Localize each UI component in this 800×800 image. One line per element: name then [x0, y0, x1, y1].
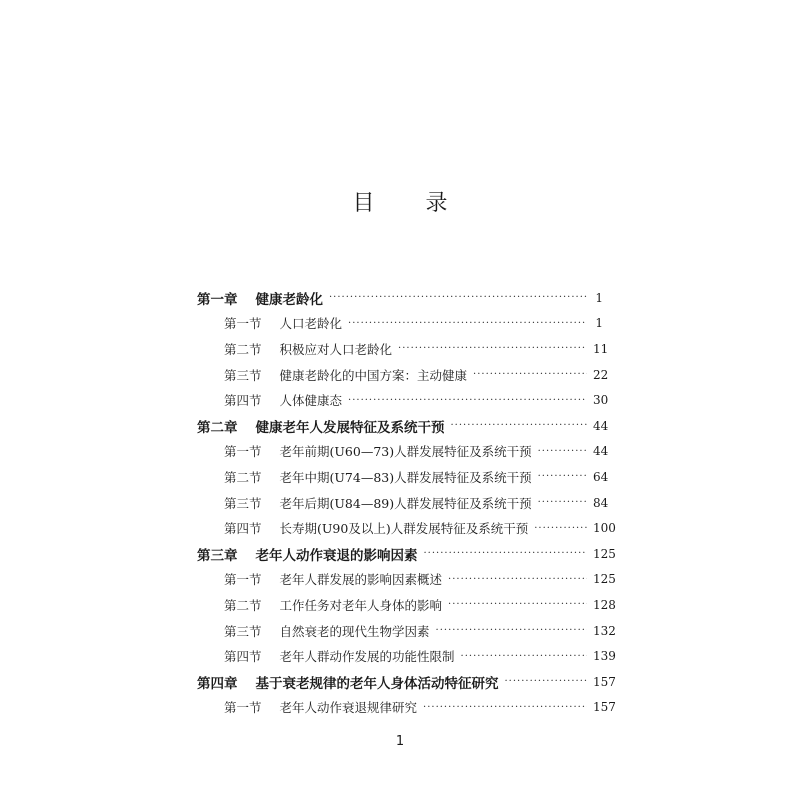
- section-number: 第二节: [224, 341, 262, 357]
- toc-section-entry[interactable]: [197, 362, 609, 388]
- toc-section-entry[interactable]: [197, 567, 616, 593]
- toc-chapter-entry[interactable]: [197, 413, 609, 439]
- dot-leader: [538, 446, 587, 457]
- chapter-title: 基于衰老规律的老年人身体活动特征研究: [255, 675, 499, 692]
- page-number: 22: [593, 367, 609, 382]
- page-number: 157: [593, 674, 616, 689]
- chapter-number: 第一章: [197, 291, 238, 308]
- dot-leader: [538, 471, 587, 482]
- chapter-title: 健康老年人发展特征及系统干预: [255, 419, 445, 436]
- toc-chapter-entry[interactable]: [197, 285, 603, 311]
- section-title: 老年前期(U60—73)人群发展特征及系统干预: [279, 444, 532, 460]
- toc-section-entry[interactable]: [197, 336, 609, 362]
- dot-leader: [348, 318, 587, 329]
- page-number: 84: [593, 495, 609, 510]
- section-number: 第一节: [224, 444, 262, 460]
- dot-leader: [424, 548, 588, 559]
- table-of-contents: [197, 285, 616, 720]
- section-number: 第四节: [224, 521, 262, 537]
- toc-section-entry[interactable]: [197, 515, 616, 541]
- page-number: 1: [595, 316, 603, 331]
- dot-leader: [538, 497, 587, 508]
- section-title: 人口老龄化: [279, 316, 343, 332]
- toc-section-entry[interactable]: [197, 695, 616, 721]
- section-number: 第三节: [224, 495, 262, 511]
- toc-section-entry[interactable]: [197, 643, 616, 669]
- chapter-title: 老年人动作衰退的影响因素: [255, 547, 418, 564]
- section-title: 积极应对人口老龄化: [279, 341, 393, 357]
- toc-section-entry[interactable]: [197, 618, 616, 644]
- page-number: 157: [593, 700, 616, 715]
- dot-leader: [448, 574, 587, 585]
- page-number: 11: [593, 341, 609, 356]
- chapter-number: 第三章: [197, 547, 238, 564]
- section-title: 老年人群动作发展的功能性限制: [279, 649, 455, 665]
- section-number: 第一节: [224, 572, 262, 588]
- page-number: 128: [593, 597, 616, 612]
- section-title: 长寿期(U90及以上)人群发展特征及系统干预: [279, 521, 529, 537]
- section-title: 健康老龄化的中国方案：主动健康: [279, 367, 468, 383]
- section-title: 人体健康态: [279, 393, 343, 409]
- section-title: 老年后期(U84—89)人群发展特征及系统干预: [279, 495, 532, 511]
- page-number: 64: [593, 469, 609, 484]
- dot-leader: [398, 343, 587, 354]
- dot-leader: [534, 523, 587, 534]
- page-number: 125: [593, 572, 616, 587]
- toc-section-entry[interactable]: [197, 464, 609, 490]
- section-number: 第一节: [224, 316, 262, 332]
- chapter-number: 第二章: [197, 419, 238, 436]
- section-number: 第一节: [224, 700, 262, 716]
- page-number: 30: [593, 393, 609, 408]
- dot-leader: [505, 676, 588, 687]
- dot-leader: [473, 369, 587, 380]
- section-title: 老年中期(U74—83)人群发展特征及系统干预: [279, 469, 532, 485]
- dot-leader: [348, 395, 587, 406]
- page-number: 100: [593, 521, 616, 536]
- page-footer-number: 1: [395, 734, 405, 749]
- toc-section-entry[interactable]: [197, 387, 609, 413]
- toc-section-entry[interactable]: [197, 311, 603, 337]
- page-number: 44: [593, 418, 609, 433]
- toc-chapter-entry[interactable]: [197, 541, 616, 567]
- toc-section-entry[interactable]: [197, 592, 616, 618]
- section-number: 第四节: [224, 649, 262, 665]
- page-number: 139: [593, 649, 616, 664]
- dot-leader: [436, 625, 587, 636]
- toc-chapter-entry[interactable]: [197, 669, 616, 695]
- page-number: 1: [595, 290, 603, 305]
- section-number: 第二节: [224, 469, 262, 485]
- dot-leader: [448, 599, 587, 610]
- section-number: 第三节: [224, 623, 262, 639]
- toc-title: 目 录: [352, 191, 470, 216]
- section-number: 第三节: [224, 367, 262, 383]
- chapter-title: 健康老龄化: [255, 291, 323, 308]
- section-number: 第四节: [224, 393, 262, 409]
- dot-leader: [461, 651, 587, 662]
- dot-leader: [451, 420, 588, 431]
- section-title: 老年人动作衰退规律研究: [279, 700, 418, 716]
- section-title: 老年人群发展的影响因素概述: [279, 572, 443, 588]
- page-number: 132: [593, 623, 616, 638]
- page-number: 125: [593, 546, 616, 561]
- dot-leader: [423, 702, 587, 713]
- toc-section-entry[interactable]: [197, 490, 609, 516]
- chapter-number: 第四章: [197, 675, 238, 692]
- section-number: 第二节: [224, 597, 262, 613]
- section-title: 自然衰老的现代生物学因素: [279, 623, 430, 639]
- page-number: 44: [593, 444, 609, 459]
- dot-leader: [329, 292, 587, 303]
- section-title: 工作任务对老年人身体的影响: [279, 597, 443, 613]
- toc-section-entry[interactable]: [197, 439, 609, 465]
